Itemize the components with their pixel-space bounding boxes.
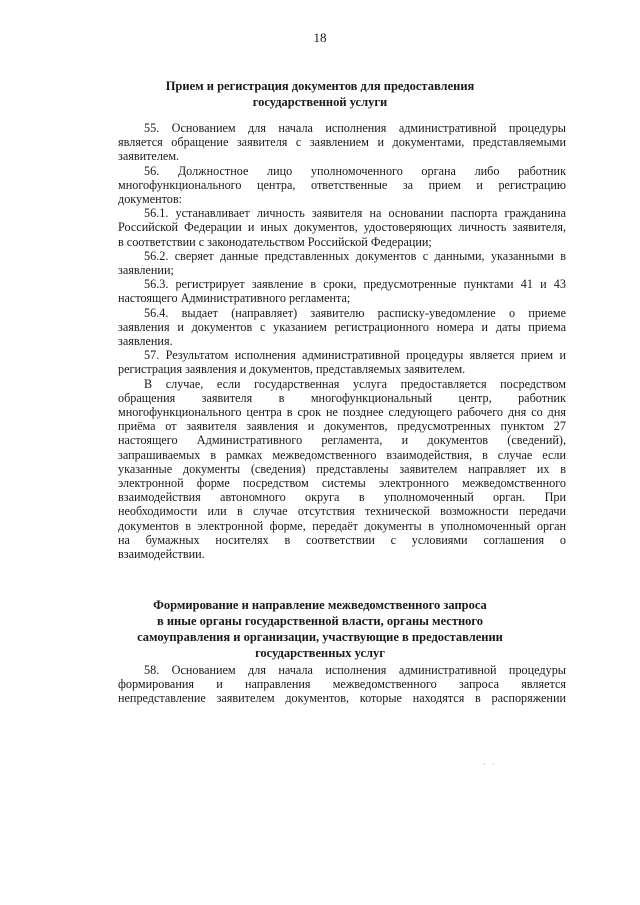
text-line: указанные документы (сведения) представлены заявителем направляет их в xyxy=(118,461,566,476)
text-line: 56.2. сверяет данные представленных документов с данными, указанными в xyxy=(144,248,566,263)
text-line: документов: xyxy=(118,192,183,207)
text-line: 58. Основанием для начала исполнения административной процедуры xyxy=(144,663,566,677)
text-line: заявлении; xyxy=(118,263,174,278)
paragraph-56 xyxy=(118,164,566,207)
text-line: документов в электронной форме, передаёт документы в уполномоченный орган xyxy=(118,518,566,533)
text-line: 55. Основанием для начала исполнения административной процедуры xyxy=(144,121,566,135)
text-line: 56.1. устанавливает личность заявителя на основании паспорта гражданина xyxy=(144,206,566,221)
heading-line: Формирование и направление межведомственного запроса xyxy=(153,598,487,612)
text-line: на бумажных носителях в соответствии с условиями соглашения о xyxy=(118,532,566,547)
section-body-interagency-request xyxy=(118,663,566,706)
text-line: электронной форме посредством системы электронного межведомственного xyxy=(118,476,566,491)
text-line: формирования и направления межведомственного запроса является xyxy=(118,677,566,692)
text-line: взаимодействия автономного округа в уполномоченный орган. При xyxy=(118,490,566,505)
paragraph-55 xyxy=(118,121,566,164)
paragraph-56-4 xyxy=(118,306,566,349)
paragraph-57 xyxy=(118,348,566,376)
heading-line: самоуправления и организации, участвующие в предоставлении xyxy=(137,630,503,644)
text-line: 57. Результатом исполнения административной процедуры является прием и xyxy=(144,348,566,363)
text-line: в соответствии с законодательством Российской Федерации; xyxy=(118,234,432,249)
paragraph-56-1 xyxy=(118,206,566,249)
page-number: 18 xyxy=(313,30,327,45)
section-body-document-reception xyxy=(118,121,566,561)
text-line: заявителем. xyxy=(118,149,180,164)
heading-line: Прием и регистрация документов для предоставления xyxy=(165,79,475,93)
text-line: запрашиваемых в рамках межведомственного взаимодействия, в случае если xyxy=(118,447,566,462)
text-line: заявления. xyxy=(118,334,173,349)
text-line: многофункционального центра в срок не позднее следующего рабочего дня со дня xyxy=(118,405,566,420)
heading-line: государственной услуги xyxy=(252,95,388,109)
text-line: заявления и документов с указанием регистрационного номера и даты приема xyxy=(118,319,566,334)
scan-artifact: · · xyxy=(483,760,497,769)
text-line: приёма от заявителя заявления и документов, предусмотренных пунктом 27 xyxy=(118,419,566,434)
text-line: настоящего Административного регламента; xyxy=(118,291,351,306)
text-line: непредставление заявителем документов, которые находятся в распоряжении xyxy=(118,691,566,706)
text-line: необходимости или в случае отсутствия технической возможности передачи xyxy=(118,504,566,519)
heading-line: в иные органы государственной власти, органы местного xyxy=(156,614,484,628)
section-heading-interagency-request xyxy=(0,597,640,661)
paragraph-56-3 xyxy=(118,277,566,305)
text-line: 56.4. выдает (направляет) заявителю расписку-уведомление о приеме xyxy=(144,305,566,320)
paragraph-mfc-case xyxy=(118,377,566,562)
text-line: 56.3. регистрирует заявление в сроки, предусмотренные пунктами 41 и 43 xyxy=(144,277,566,292)
text-line: обращения заявителя в многофункциональный центр, работник xyxy=(118,390,566,405)
section-heading-document-reception xyxy=(0,78,640,110)
heading-line: государственных услуг xyxy=(255,646,385,660)
text-line: является обращение заявителя с заявлением и документами, представляемыми xyxy=(118,135,566,150)
text-line: регистрация заявления и документов, представляемых заявителем. xyxy=(118,362,466,377)
text-line: взаимодействии. xyxy=(118,547,205,562)
text-line: Российской Федерации и иных документов, удостоверяющих личность заявителя, xyxy=(118,220,566,235)
paragraph-56-2 xyxy=(118,249,566,277)
text-line: настоящего Административного регламента, и документов (сведений), xyxy=(118,433,566,448)
text-line: 56. Должностное лицо уполномоченного органа либо работник xyxy=(144,163,566,178)
text-line: В случае, если государственная услуга предоставляется посредством xyxy=(144,376,566,391)
paragraph-58 xyxy=(118,663,566,706)
text-line: многофункционального центра, ответственные за прием и регистрацию xyxy=(118,177,566,192)
